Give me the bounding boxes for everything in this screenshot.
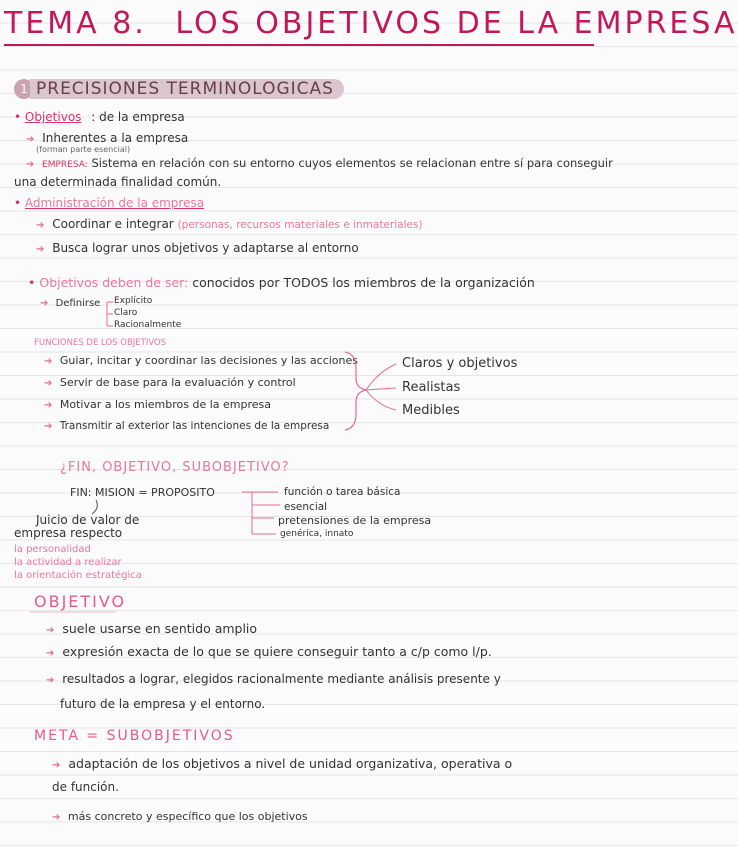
arrow-icon: ➔ [46, 648, 55, 659]
meta-title: META = SUBOBJETIVOS [34, 728, 235, 744]
fin-branch-2: esencial [284, 501, 328, 513]
deben-label: Objetivos deben de ser: [39, 275, 189, 290]
empresa-label: EMPRESA: [42, 160, 88, 170]
arrow-icon: ➔ [44, 378, 53, 389]
fin-branch-4: genérica, innato [280, 529, 354, 539]
arrow-icon: ➔ [40, 298, 49, 309]
meta-item-text: más concreto y específico que los objetivos [67, 810, 308, 823]
arrow-icon: ➔ [44, 356, 53, 367]
arrow-icon: ➔ [36, 244, 45, 255]
empresa-def: Sistema en relación con su entorno cuyos elementos se relacionan entre sí para conseguir [91, 156, 613, 170]
deben-line: • Objetivos deben de ser: conocidos por TODOS los miembros de la organización [28, 275, 535, 290]
fin-branch-1: función o tarea básica [284, 486, 401, 498]
deben-text: conocidos por TODOS los miembros de la organización [192, 275, 535, 290]
title-rest: LOS OBJETIVOS DE LA EMPRESA [175, 6, 738, 41]
definirse-label: Definirse [55, 298, 101, 309]
arrow-icon: ➔ [26, 159, 35, 170]
fin-branch-3: pretensiones de la empresa [278, 514, 432, 527]
funciones-label: FUNCIONES DE LOS OBJETIVOS [34, 338, 167, 348]
funcion-item-text: Guiar, incitar y coordinar las decisiones y las acciones [59, 354, 359, 367]
fin-question: ¿FIN, OBJETIVO, SUBOBJETIVO? [60, 460, 290, 475]
funcion-result-2: Realistas [402, 380, 461, 395]
objetivos-label: Objetivos [24, 110, 82, 124]
funcion-item-text: Motivar a los miembros de la empresa [59, 398, 272, 411]
funcion-item-text: Servir de base para la evaluación y control [59, 376, 296, 389]
admin-item1-text: Coordinar e integrar [52, 217, 174, 231]
admin-item1-note: (personas, recursos materiales e inmateriales) [177, 219, 423, 231]
funcion-result-1: Claros y objetivos [402, 356, 518, 371]
admin-item2-text: Busca lograr unos objetivos y adaptarse al entorno [52, 241, 359, 255]
juicio-line-1: Juicio de valor de [36, 513, 140, 527]
arrow-icon: ➔ [52, 760, 61, 771]
arrow-icon: ➔ [52, 812, 61, 823]
arrow-icon: ➔ [26, 134, 35, 145]
admin-line: • Administración de la empresa [14, 196, 205, 210]
definirse-opt-1: Explícito [114, 296, 153, 306]
meta-item-1b: de función. [52, 780, 119, 794]
la-personalidad: la personalidad [14, 544, 91, 555]
definirse-opt-2: Claro [114, 308, 138, 318]
juicio-line-2: empresa respecto [14, 526, 123, 540]
title-word: TEMA 8. [4, 6, 147, 41]
arrow-icon: ➔ [44, 400, 53, 411]
objetivo-item-text: resultados a lograr, elegidos racionalmente mediante análisis presente y [62, 672, 501, 686]
la-orientacion: la orientación estratégica [14, 570, 142, 581]
empresa-def2: una determinada finalidad común. [14, 175, 222, 189]
objetivos-line: • Objetivos : de la empresa [14, 110, 185, 124]
la-actividad: la actividad a realizar [14, 557, 122, 568]
arrow-icon: ➔ [46, 675, 55, 686]
objetivo-item-text: suele usarse en sentido amplio [62, 621, 258, 636]
inherentes-text: Inherentes a la empresa [42, 131, 189, 145]
admin-label: Administración de la empresa [24, 196, 205, 210]
definirse-opt-3: Racionalmente [114, 320, 182, 330]
arrow-icon: ➔ [46, 625, 55, 636]
section-number: 1 [14, 79, 34, 99]
objetivo-title: OBJETIVO [34, 592, 127, 611]
inherentes-note: (forman parte esencial) [36, 145, 131, 154]
funcion-result-3: Medibles [402, 403, 460, 418]
objetivo-item-3b: futuro de la empresa y el entorno. [60, 697, 266, 711]
arrow-icon: ➔ [44, 421, 53, 432]
objetivo-item-text: expresión exacta de lo que se quiere conseguir tanto a c/p como l/p. [62, 644, 492, 659]
funcion-item-text: Transmitir al exterior las intenciones de la empresa [59, 420, 330, 432]
section-label: PRECISIONES TERMINOLOGICAS [30, 79, 344, 99]
objetivos-suffix: : de la empresa [91, 110, 185, 124]
fin-equation: FIN: MISION = PROPOSITO [70, 486, 215, 499]
arrow-icon: ➔ [36, 220, 45, 231]
meta-item-text: adaptación de los objetivos a nivel de unidad organizativa, operativa o [68, 756, 513, 771]
